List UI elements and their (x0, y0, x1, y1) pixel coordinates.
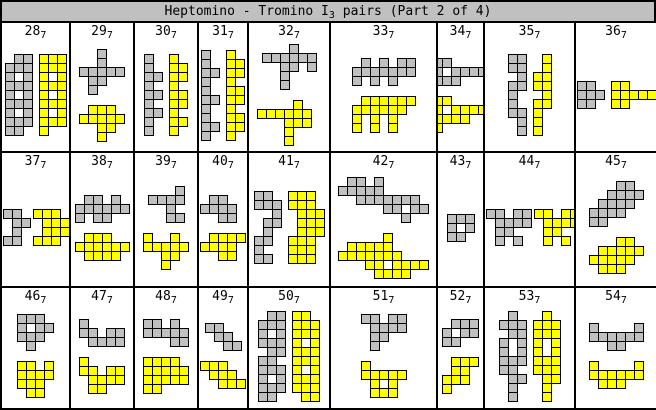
cell-37 (2, 153, 69, 286)
tromino-figure (533, 54, 552, 136)
cell-40 (199, 153, 247, 286)
cell-label-subscript: 7 (170, 30, 177, 41)
cell-label-40: $40_7$ (212, 154, 234, 171)
cell-label-subscript: 7 (388, 30, 395, 41)
heptomino-figure (577, 81, 605, 109)
cell-label-51: $51_7$ (372, 289, 395, 306)
cell-label-subscript: 7 (170, 160, 177, 171)
tromino-figure (589, 361, 644, 389)
tromino-figure (33, 209, 69, 246)
cell-label-subscript: 7 (620, 160, 627, 171)
tromino-figure (257, 100, 321, 146)
cell-label-44: $44_7$ (518, 154, 541, 171)
cell-label-42: $42_7$ (372, 154, 395, 171)
heptomino-figure (3, 209, 31, 246)
tromino-figure (17, 361, 54, 398)
cell-label-30: $30_7$ (155, 24, 177, 41)
heptomino-figure (143, 319, 189, 347)
cell-54 (576, 288, 656, 408)
cell-label-32: $32_7$ (278, 24, 300, 41)
cell-label-37: $37_7$ (24, 154, 47, 171)
heptomino-figure (144, 54, 163, 136)
heptomino-figure (508, 54, 527, 136)
heptomino-figure (79, 49, 125, 95)
cell-label-subscript: 7 (293, 160, 300, 171)
cell-label-subscript: 7 (388, 295, 395, 306)
tromino-figure (79, 105, 125, 142)
cell-51 (331, 288, 436, 408)
cell-44 (485, 153, 574, 286)
cell-29 (71, 23, 133, 151)
heptomino-figure (5, 54, 33, 136)
heptomino-figure (79, 319, 125, 347)
cell-label-50: $50_7$ (278, 289, 300, 306)
heptomino-figure (589, 323, 644, 351)
tromino-figure (226, 50, 245, 141)
cell-label-subscript: 7 (465, 160, 472, 171)
cell-53 (485, 288, 574, 408)
title-bar (2, 2, 654, 21)
heptomino-figure (258, 311, 286, 402)
cell-label-35: $35_7$ (518, 24, 541, 41)
tromino-figure (361, 361, 407, 398)
cell-label-subscript: 7 (227, 295, 234, 306)
tromino-figure (79, 357, 125, 394)
cell-label-subscript: 7 (106, 295, 113, 306)
cell-label-29: $29_7$ (91, 24, 113, 41)
cell-35 (485, 23, 574, 151)
tromino-figure (39, 54, 67, 136)
cell-39 (135, 153, 197, 286)
cell-43 (438, 153, 483, 286)
cell-50 (249, 288, 329, 408)
tromino-figure (589, 237, 644, 274)
heptomino-figure (205, 323, 242, 351)
cell-30 (135, 23, 197, 151)
tromino-figure (200, 233, 246, 261)
tromino-figure (534, 209, 574, 246)
tromino-figure (611, 81, 656, 109)
tromino-figure (533, 311, 561, 402)
heptomino-figure (486, 209, 532, 246)
heptomino-figure (447, 214, 475, 242)
cell-28 (2, 23, 69, 151)
cell-label-53: $53_7$ (518, 289, 541, 306)
cell-label-38: $38_7$ (91, 154, 113, 171)
tromino-figure (143, 233, 189, 270)
cell-label-subscript: 7 (40, 30, 47, 41)
cell-41 (249, 153, 329, 286)
cell-label-subscript: 7 (534, 160, 541, 171)
heptomino-figure (442, 319, 479, 347)
tromino-figure (143, 357, 189, 394)
cell-label-28: $28_7$ (24, 24, 47, 41)
cell-label-54: $54_7$ (605, 289, 627, 306)
cell-label-subscript: 7 (106, 30, 113, 41)
cell-38 (71, 153, 133, 286)
cell-label-subscript: 7 (227, 30, 234, 41)
tromino-figure (292, 311, 320, 402)
cell-label-subscript: 7 (293, 30, 300, 41)
cell-label-49: $49_7$ (212, 289, 234, 306)
heptomino-figure (254, 191, 282, 264)
cell-label-34: $34_7$ (449, 24, 472, 41)
cell-52 (438, 288, 483, 408)
cell-label-subscript: 7 (465, 30, 472, 41)
heptomino-figure (499, 311, 527, 402)
title-subscript: 3 (328, 10, 335, 21)
cell-label-45: $45_7$ (605, 154, 627, 171)
tromino-figure (169, 54, 188, 136)
page-title: Heptomino - Tromino $I_3$ pairs (Part 2 of 4) (164, 4, 492, 21)
cell-label-subscript: 7 (620, 295, 627, 306)
cell-31 (199, 23, 247, 151)
cell-label-33: $33_7$ (372, 24, 395, 41)
tromino-figure (288, 191, 325, 264)
tromino-figure (438, 96, 483, 133)
cell-label-subscript: 7 (534, 295, 541, 306)
cell-48 (135, 288, 197, 408)
tromino-figure (442, 357, 479, 394)
heptomino-figure (361, 314, 407, 351)
heptomino-figure (17, 314, 54, 351)
cell-label-46: $46_7$ (24, 289, 47, 306)
cell-label-subscript: 7 (465, 295, 472, 306)
cell-label-subscript: 7 (40, 295, 47, 306)
heptomino-figure (201, 50, 220, 141)
tromino-figure (200, 361, 246, 389)
cell-label-subscript: 7 (293, 295, 300, 306)
cell-45 (576, 153, 656, 286)
cell-label-subscript: 7 (106, 160, 113, 171)
cell-47 (71, 288, 133, 408)
cell-33 (331, 23, 436, 151)
cell-34 (438, 23, 483, 151)
cell-label-36: $36_7$ (605, 24, 627, 41)
tromino-figure (352, 96, 416, 133)
heptomino-figure (262, 44, 317, 90)
cell-label-47: $47_7$ (91, 289, 113, 306)
cell-label-39: $39_7$ (155, 154, 177, 171)
cell-label-subscript: 7 (40, 160, 47, 171)
heptomino-figure (352, 58, 416, 86)
cell-46 (2, 288, 69, 408)
heptomino-figure (200, 195, 246, 223)
cell-label-31: $31_7$ (212, 24, 234, 41)
cell-label-43: $43_7$ (449, 154, 472, 171)
cell-label-subscript: 7 (620, 30, 627, 41)
cell-label-52: $52_7$ (449, 289, 472, 306)
heptomino-figure (338, 177, 429, 223)
tromino-figure (75, 233, 130, 261)
heptomino-figure (148, 186, 185, 223)
cell-42 (331, 153, 436, 286)
heptomino-figure (589, 181, 644, 227)
heptomino-figure (75, 195, 130, 223)
heptomino-figure (438, 58, 483, 86)
cell-label-subscript: 7 (534, 30, 541, 41)
tromino-figure (338, 233, 429, 279)
cell-label-subscript: 7 (170, 295, 177, 306)
cell-32 (249, 23, 329, 151)
cell-label-subscript: 7 (227, 160, 234, 171)
cell-label-48: $48_7$ (155, 289, 177, 306)
cell-label-subscript: 7 (388, 160, 395, 171)
cell-49 (199, 288, 247, 408)
cell-36 (576, 23, 656, 151)
cell-label-41: $41_7$ (278, 154, 300, 171)
